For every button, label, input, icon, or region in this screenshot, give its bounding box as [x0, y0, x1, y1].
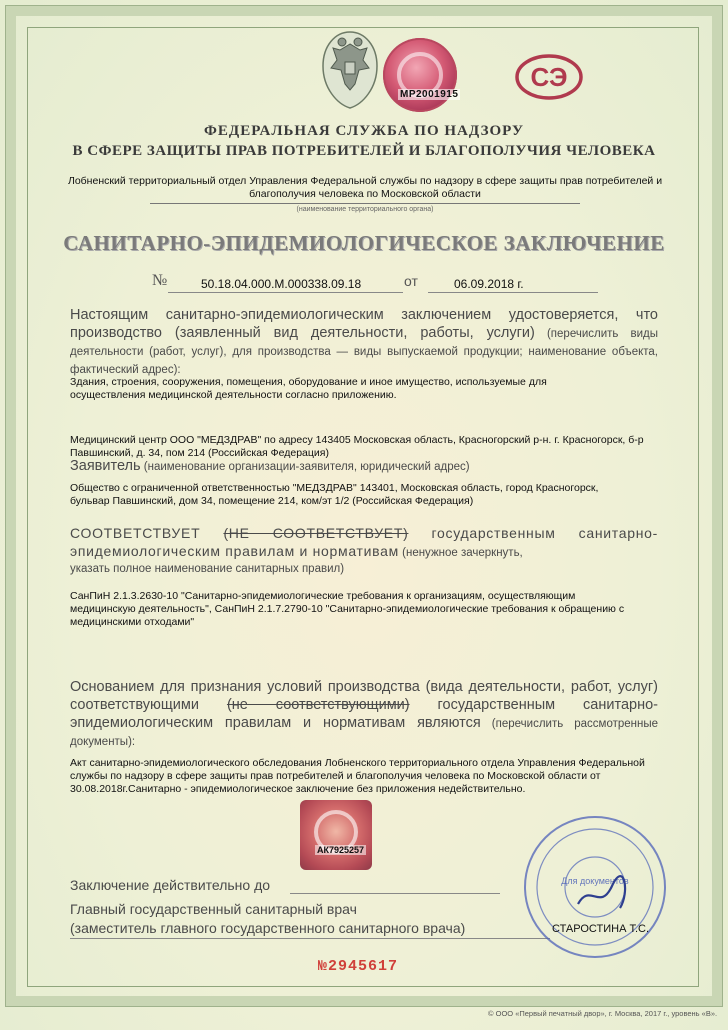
issuer-name: Лобненский территориальный отдел Управления Федеральной службы по надзору в сфере защиты прав потребителей и благополучия человека по Московской области: [67, 175, 663, 200]
validity-underline: [290, 893, 500, 894]
applicant-note: (наименование организации-заявителя, юридический адрес): [140, 461, 470, 473]
number-underline: [168, 292, 403, 293]
serial-number: №2945617: [318, 958, 399, 975]
date-label: от: [404, 273, 418, 289]
issuer-underline: [150, 203, 580, 204]
document-title: САНИТАРНО-ЭПИДЕМИОЛОГИЧЕСКОЕ ЗАКЛЮЧЕНИЕ: [63, 231, 665, 255]
applicant-heading: [70, 457, 470, 475]
signer-name: СТАРОСТИНА Т.С.: [552, 923, 650, 935]
compliance-note-inline: (ненужное зачеркнуть,: [398, 547, 523, 559]
agency-title-line2: В СФЕРЕ ЗАЩИТЫ ПРАВ ПОТРЕБИТЕЛЕЙ И БЛАГОПОЛУЧИЯ ЧЕЛОВЕКА: [72, 143, 656, 159]
sanitary-rules-value: СанПиН 2.1.3.2630-10 "Санитарно-эпидемиологические требования к организациям, осуществляющим медицинскую деятельность", СанПиН 2.1.7.2790-10 "Санитарно-эпидемиологические требования к обращению с медицинскими отходами": [70, 590, 625, 628]
not-complies-word: (НЕ СООТВЕТСТВУЕТ): [223, 525, 409, 541]
production-statement-main: Настоящим санитарно-эпидемиологическим заключением удостоверяется, что производство (заявленный вид деятельности, работы, услуги): [70, 307, 658, 341]
basis-part2: государственным санитарно-эпидемиологическим правилам и нормативам являются: [70, 697, 658, 731]
certificate-number: 50.18.04.000.М.000338.09.18: [201, 277, 362, 291]
certificate-date: 06.09.2018 г.: [454, 277, 524, 291]
number-label: №: [152, 272, 168, 289]
compliance-rest: государственным санитарно-эпидемиологическим правилам и нормативам: [70, 525, 658, 559]
hologram-e-icon: [300, 800, 372, 870]
coat-of-arms-icon: [315, 28, 385, 110]
hologram-sticker: [383, 38, 457, 112]
applicant-value: Общество с ограниченной ответственностью "МЕДЗДРАВ" 143401, Московская область, город Красногорск, бульвар Павшинский, дом 34, помещение 214, ком/эт 1/2 (Российская Федерация): [70, 482, 599, 507]
applicant-label: Заявитель: [70, 458, 141, 474]
official-stamp: [520, 812, 670, 962]
hologram-bottom-number: АК7925257: [317, 845, 365, 855]
hologram-bottom: [300, 800, 372, 870]
signature-line: [70, 938, 550, 939]
basis-statement: [70, 678, 658, 750]
printer-imprint: © ООО «Первый печатный двор», г. Москва, 2017 г., уровень «В».: [488, 1009, 718, 1018]
date-underline: [428, 292, 598, 293]
doctor-title: Главный государственный санитарный врач: [70, 901, 357, 917]
production-statement: [70, 306, 658, 378]
agency-title-line1: ФЕДЕРАЛЬНАЯ СЛУЖБА ПО НАДЗОРУ: [204, 123, 524, 139]
compliance-statement: [70, 524, 658, 562]
stamp-text: Для документов: [561, 876, 629, 886]
se-logo-icon: [515, 54, 583, 100]
se-logo-text: СЭ: [530, 62, 568, 92]
validity-label: Заключение действительно до: [70, 877, 271, 893]
basis-value: Акт санитарно-эпидемиологического обследования Лобненского территориального отдела Управления Федеральной службы по надзору в сфере защиты прав потребителей и благополучия человека по Московской области от 30.08.2018г.Санитарно - эпидемиологическое заключение без приложения недействительно.: [70, 757, 645, 795]
basis-part1: Основанием для признания условий производства (вида деятельности, работ, услуг) соответствующими: [70, 679, 658, 713]
complies-word: СООТВЕТСТВУЕТ: [70, 525, 201, 541]
production-value: Здания, строения, сооружения, помещения, оборудование и иное имущество, используемые для осуществления медицинской деятельности согласно приложению.: [70, 376, 547, 401]
issuer-caption: (наименование территориального органа): [296, 206, 434, 213]
hologram-number: МР2001915: [400, 89, 459, 100]
production-statement-note: (перечислить виды деятельности (работ, услуг), для производства — виды выпускаемой продукции; наименование объекта, фактический адрес):: [70, 328, 659, 376]
basis-struck: (не соответствующими): [226, 697, 410, 713]
basis-note: (перечислить рассмотренные документы):: [70, 718, 659, 748]
doctor-deputy-title: (заместитель главного государственного санитарного врача): [70, 920, 466, 936]
compliance-note: указать полное наименование санитарных правил): [70, 563, 345, 575]
location-value: Медицинский центр ООО "МЕДЗДРАВ" по адресу 143405 Московская область, Красногорский р-н. г. Красногорск, б-р Павшинский, д. 34, пом 214 (Российская Федерация): [70, 434, 644, 459]
